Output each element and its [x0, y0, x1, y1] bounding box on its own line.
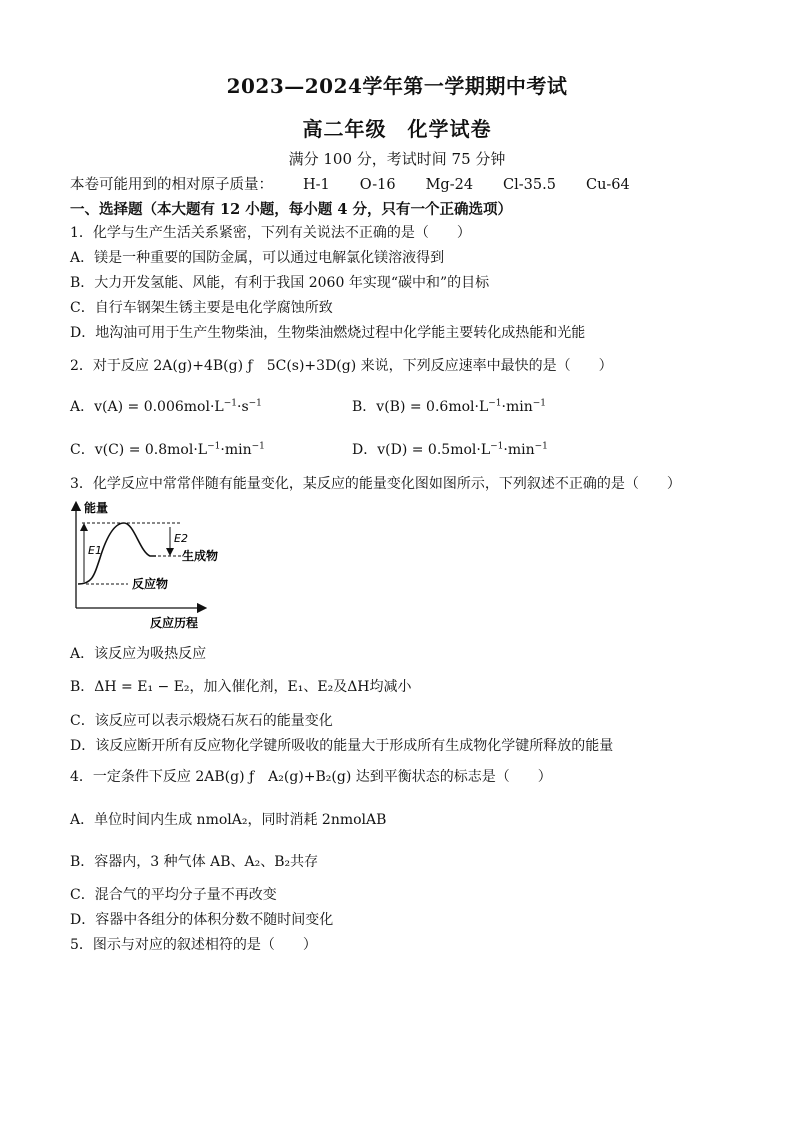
mass-item: O-16 — [359, 177, 396, 193]
q2-option-d — [352, 439, 548, 459]
energy-diagram — [70, 496, 230, 634]
x-axis-label: 反应历程 — [150, 616, 199, 630]
q2-option-b-exp1: −1 — [488, 398, 502, 409]
q2-option-a-expr: v(A) = 0.006mol·L — [94, 399, 224, 415]
q5-stem: 5．图示与对应的叙述相符的是（ ） — [70, 937, 317, 953]
q2-option-d-label: D． — [352, 442, 378, 458]
q3-option-c: C．该反应可以表示煅烧石灰石的能量变化 — [70, 713, 333, 729]
y-axis-label: 能量 — [84, 501, 109, 515]
q4-stem: 4．一定条件下反应 2AB(g) ƒ A₂(g)+B₂(g) 达到平衡状态的标志是（ ） — [70, 769, 552, 785]
q2-option-c-label: C． — [70, 442, 95, 458]
e1-label: E1 — [88, 544, 102, 557]
mass-item: Cu-64 — [585, 177, 630, 193]
q2-option-c-expr: v(C) = 0.8mol·L — [94, 442, 208, 458]
q1-option-a: A．镁是一种重要的国防金属，可以通过电解氯化镁溶液得到 — [70, 250, 445, 266]
q2-option-c-unit: ·min — [220, 442, 252, 458]
q2-option-d-exp1: −1 — [490, 441, 504, 452]
mass-item: H-1 — [303, 177, 330, 193]
q1-stem: 1．化学与生产生活关系紧密，下列有关说法不正确的是（ ） — [70, 225, 471, 241]
q2-option-a-label: A． — [70, 399, 95, 415]
q2-option-d-unit: ·min — [503, 442, 535, 458]
exam-title: 2023—2024学年第一学期期中考试 — [226, 74, 568, 98]
q3-option-d: D．该反应断开所有反应物化学键所吸收的能量大于形成所有生成物化学键所释放的能量 — [70, 738, 614, 754]
product-label: 生成物 — [182, 549, 219, 563]
exam-subtitle: 高二年级 化学试卷 — [302, 117, 492, 141]
q2-option-b — [352, 396, 546, 416]
q4-option-b: B．容器内，3 种气体 AB、A₂、B₂共存 — [70, 854, 319, 870]
q3-stem: 3．化学反应中常常伴随有能量变化，某反应的能量变化图如图所示，下列叙述不正确的是（ ） — [70, 476, 681, 492]
q4-option-d: D．容器中各组分的体积分数不随时间变化 — [70, 912, 334, 928]
q2-option-b-label: B． — [352, 399, 377, 415]
q2-option-d-exp2: −1 — [534, 441, 548, 452]
q2-option-b-unit: ·min — [501, 399, 533, 415]
q2-option-b-exp2: −1 — [532, 398, 547, 409]
mass-item: Cl-35.5 — [503, 177, 556, 193]
q2-option-a-unit: ·s — [237, 399, 249, 415]
exam-meta: 满分 100 分，考试时间 75 分钟 — [288, 150, 506, 168]
q2-option-d-expr: v(D) = 0.5mol·L — [377, 442, 491, 458]
q4-option-c: C．混合气的平均分子量不再改变 — [70, 887, 277, 903]
q2-option-a — [70, 396, 262, 416]
q1-option-c: C．自行车钢架生锈主要是电化学腐蚀所致 — [70, 300, 333, 316]
q3-option-b: B．ΔH = E₁ − E₂，加入催化剂，E₁、E₂及ΔH均减小 — [70, 679, 412, 695]
q1-option-b: B．大力开发氢能、风能，有利于我国 2060 年实现“碳中和”的目标 — [70, 275, 490, 291]
q2-stem: 2．对于反应 2A(g)+4B(g) ƒ 5C(s)+3D(g) 来说，下列反应速率中最快的是（ ） — [70, 358, 613, 374]
mass-item: Mg-24 — [425, 177, 474, 193]
atomic-masses-label: 本卷可能用到的相对原子质量： — [70, 177, 273, 193]
q2-option-c — [70, 439, 265, 459]
q2-option-c-exp2: −1 — [251, 441, 265, 452]
q2-option-a-exp1: −1 — [223, 398, 237, 409]
reactant-label: 反应物 — [132, 577, 169, 591]
q1-option-d: D．地沟油可用于生产生物柴油，生物柴油燃烧过程中化学能主要转化成热能和光能 — [70, 325, 586, 341]
q2-option-c-exp1: −1 — [207, 441, 221, 452]
atomic-masses — [70, 173, 630, 194]
section-heading: 一、选择题（本大题有 12 小题，每小题 4 分，只有一个正确选项） — [70, 201, 512, 218]
e2-label: E2 — [174, 532, 188, 545]
q4-option-a: A．单位时间内生成 nmolA₂，同时消耗 2nmolAB — [70, 812, 387, 828]
q3-option-a: A．该反应为吸热反应 — [70, 646, 207, 662]
q2-option-b-expr: v(B) = 0.6mol·L — [376, 399, 489, 415]
q2-option-a-exp2: −1 — [248, 398, 262, 409]
